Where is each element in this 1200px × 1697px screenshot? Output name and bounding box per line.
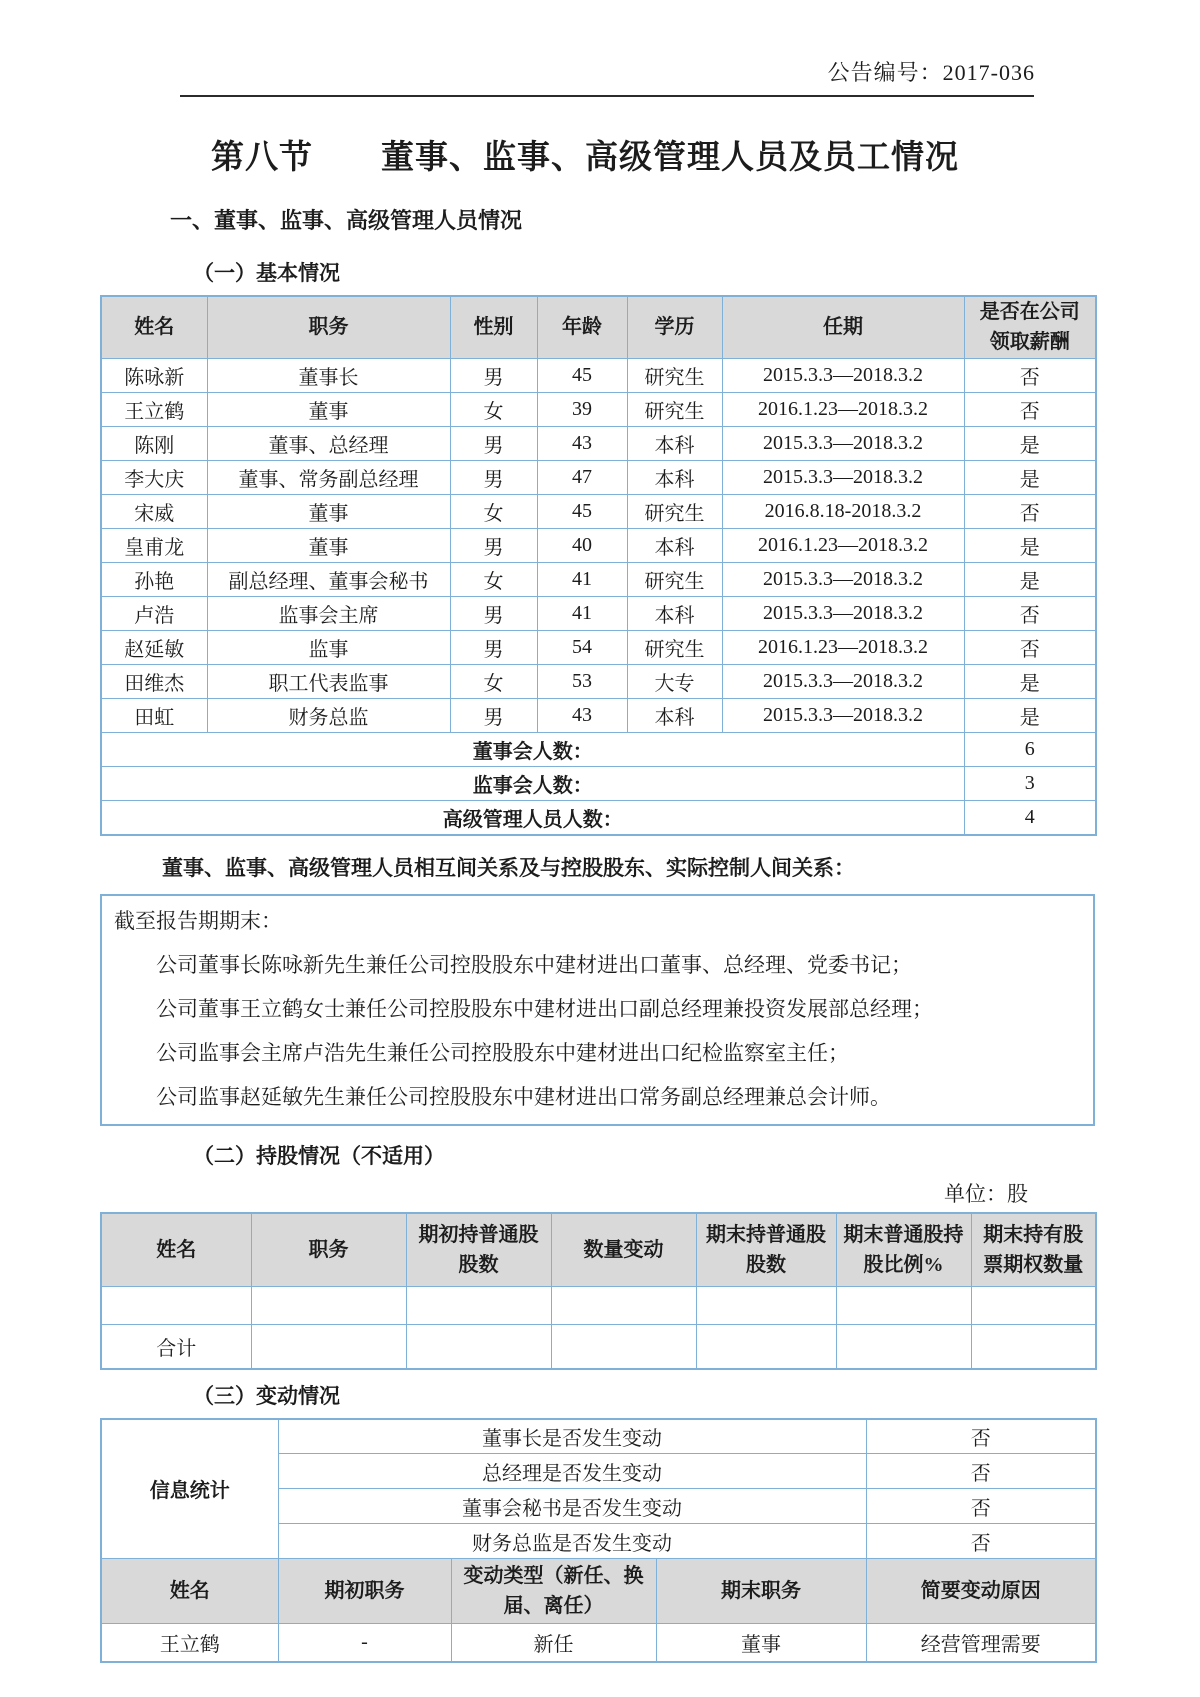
holding-heading: （二）持股情况（不适用） [193,1143,445,1168]
summary-row [101,800,1096,835]
table-row [101,426,1096,460]
table-cell: 47 [537,460,627,494]
column-header: 期初持普通股股数 [406,1213,551,1287]
empty-cell [836,1325,971,1369]
table-cell: 是 [964,664,1096,698]
basic-info-heading: （一）基本情况 [193,261,340,285]
column-header: 期末职务 [656,1559,866,1624]
empty-cell [836,1287,971,1325]
table-cell: 2016.1.23—2018.3.2 [722,630,964,664]
table-cell: 女 [450,562,537,596]
table-cell: 2015.3.3—2018.3.2 [722,358,964,392]
table-row [101,494,1096,528]
column-header: 变动类型（新任、换届、离任） [451,1559,656,1624]
table-cell: 2016.8.18-2018.3.2 [722,494,964,528]
table-cell: 2016.1.23—2018.3.2 [722,528,964,562]
table-cell: 董事长 [207,358,450,392]
table-cell: 经营管理需要 [866,1624,1096,1662]
table-cell: 监事会主席 [207,596,450,630]
table-row [101,562,1096,596]
table-cell: 45 [537,494,627,528]
total-label: 合计 [101,1325,251,1369]
table-cell: 大专 [627,664,722,698]
empty-cell [971,1325,1096,1369]
column-header: 姓名 [101,296,207,358]
stat-row [101,1419,1096,1454]
column-header: 学历 [627,296,722,358]
empty-cell [251,1287,406,1325]
table-cell: 2015.3.3—2018.3.2 [722,426,964,460]
table-cell: 男 [450,630,537,664]
table-cell: 2015.3.3—2018.3.2 [722,664,964,698]
table-cell: 男 [450,460,537,494]
table-cell: 2015.3.3—2018.3.2 [722,460,964,494]
basic-info-table [100,295,1097,836]
column-header: 是否在公司领取薪酬 [964,296,1096,358]
table-cell: 2015.3.3—2018.3.2 [722,562,964,596]
table-cell: 女 [450,494,537,528]
table-cell: 男 [450,358,537,392]
column-header: 姓名 [101,1213,251,1287]
table-cell: 41 [537,596,627,630]
stat-label: 信息统计 [101,1419,278,1559]
table-cell: 董事 [207,494,450,528]
summary-row [101,732,1096,766]
total-row [101,1325,1096,1369]
table-cell: 2016.1.23—2018.3.2 [722,392,964,426]
relation-item: 公司监事会主席卢浩先生兼任公司控股股东中建材进出口纪检监察室主任； [156,1040,849,1065]
table-row [101,664,1096,698]
column-header: 职务 [207,296,450,358]
table-cell: 53 [537,664,627,698]
table-cell: 2015.3.3—2018.3.2 [722,596,964,630]
table-cell: 否 [964,494,1096,528]
empty-cell [551,1287,696,1325]
table-cell: 财务总监 [207,698,450,732]
table-cell: 男 [450,528,537,562]
basic-table-header-row [101,296,1096,358]
table-cell: 否 [964,630,1096,664]
header-rule [180,95,1034,97]
table-cell: 董事 [656,1624,866,1662]
table-cell: 研究生 [627,494,722,528]
stat-question: 财务总监是否发生变动 [278,1524,866,1559]
empty-row [101,1287,1096,1325]
column-header: 任期 [722,296,964,358]
relations-heading: 董事、监事、高级管理人员相互间关系及与控股股东、实际控制人间关系： [162,855,855,880]
column-header: 期末普通股持股比例% [836,1213,971,1287]
table-cell: 男 [450,698,537,732]
table-cell: 否 [964,358,1096,392]
summary-value: 6 [964,732,1096,766]
table-cell: 职工代表监事 [207,664,450,698]
table-cell: 39 [537,392,627,426]
table-row [101,358,1096,392]
table-cell: 孙艳 [101,562,207,596]
stat-question: 董事会秘书是否发生变动 [278,1489,866,1524]
column-header: 姓名 [101,1559,278,1624]
table-cell: 43 [537,698,627,732]
change-table [100,1418,1097,1663]
stat-answer: 否 [866,1524,1096,1559]
table-cell: 董事、常务副总经理 [207,460,450,494]
relations-box [100,894,1095,1126]
table-cell: 卢浩 [101,596,207,630]
doc-number: 公告编号：2017-036 [827,60,1035,85]
table-cell: 否 [964,392,1096,426]
table-cell: 董事 [207,392,450,426]
table-cell: 田虹 [101,698,207,732]
table-cell: 田维杰 [101,664,207,698]
table-cell: - [278,1624,451,1662]
page-title: 第八节 董事、监事、高级管理人员及员工情况 [211,140,959,176]
table-cell: 女 [450,392,537,426]
relation-item: 公司董事王立鹤女士兼任公司控股股东中建材进出口副总经理兼投资发展部总经理； [156,996,933,1021]
empty-cell [251,1325,406,1369]
table-cell: 王立鹤 [101,392,207,426]
table-cell: 是 [964,460,1096,494]
change-table-header-row [101,1559,1096,1624]
stat-answer: 否 [866,1419,1096,1454]
table-cell: 本科 [627,426,722,460]
empty-cell [101,1287,251,1325]
table-row [101,698,1096,732]
table-cell: 否 [964,596,1096,630]
table-row [101,528,1096,562]
table-cell: 陈刚 [101,426,207,460]
empty-cell [406,1287,551,1325]
column-header: 期末持普通股股数 [696,1213,836,1287]
table-cell: 研究生 [627,392,722,426]
table-cell: 是 [964,528,1096,562]
empty-cell [551,1325,696,1369]
table-row [101,460,1096,494]
holding-table-header-row [101,1213,1096,1287]
table-cell: 是 [964,426,1096,460]
empty-cell [971,1287,1096,1325]
empty-cell [696,1325,836,1369]
relations-intro: 截至报告期期末： [114,908,282,933]
column-header: 简要变动原因 [866,1559,1096,1624]
section-heading: 一、董事、监事、高级管理人员情况 [170,208,523,233]
relation-item: 公司监事赵延敏先生兼任公司控股股东中建材进出口常务副总经理兼总会计师。 [156,1084,891,1109]
table-cell: 男 [450,596,537,630]
table-cell: 皇甫龙 [101,528,207,562]
table-cell: 是 [964,698,1096,732]
table-cell: 研究生 [627,562,722,596]
table-cell: 女 [450,664,537,698]
table-cell: 李大庆 [101,460,207,494]
column-header: 期初职务 [278,1559,451,1624]
summary-label: 高级管理人员人数： [101,800,964,835]
table-cell: 陈咏新 [101,358,207,392]
table-cell: 41 [537,562,627,596]
table-cell: 40 [537,528,627,562]
empty-cell [406,1325,551,1369]
table-row [101,596,1096,630]
table-cell: 2015.3.3—2018.3.2 [722,698,964,732]
table-cell: 赵延敏 [101,630,207,664]
column-header: 职务 [251,1213,406,1287]
unit-note: 单位：股 [944,1181,1028,1206]
table-cell: 副总经理、董事会秘书 [207,562,450,596]
table-cell: 本科 [627,528,722,562]
table-cell: 本科 [627,460,722,494]
holding-table-body [101,1287,1096,1369]
column-header: 数量变动 [551,1213,696,1287]
summary-value: 3 [964,766,1096,800]
table-row [101,392,1096,426]
relations-items [114,952,1079,1110]
table-cell: 董事 [207,528,450,562]
stat-answer: 否 [866,1489,1096,1524]
summary-value: 4 [964,800,1096,835]
stat-question: 董事长是否发生变动 [278,1419,866,1454]
table-cell: 董事、总经理 [207,426,450,460]
stat-answer: 否 [866,1454,1096,1489]
table-cell: 新任 [451,1624,656,1662]
table-cell: 本科 [627,596,722,630]
table-cell: 本科 [627,698,722,732]
column-header: 年龄 [537,296,627,358]
change-heading: （三）变动情况 [193,1383,340,1408]
table-cell: 男 [450,426,537,460]
stat-question: 总经理是否发生变动 [278,1454,866,1489]
column-header: 性别 [450,296,537,358]
empty-cell [696,1287,836,1325]
table-cell: 54 [537,630,627,664]
table-cell: 王立鹤 [101,1624,278,1662]
table-cell: 45 [537,358,627,392]
summary-label: 董事会人数： [101,732,964,766]
table-cell: 是 [964,562,1096,596]
table-cell: 宋威 [101,494,207,528]
table-cell: 监事 [207,630,450,664]
table-row [101,630,1096,664]
relation-item: 公司董事长陈咏新先生兼任公司控股股东中建材进出口董事、总经理、党委书记； [156,952,912,977]
table-cell: 研究生 [627,630,722,664]
summary-label: 监事会人数： [101,766,964,800]
table-cell: 研究生 [627,358,722,392]
summary-row [101,766,1096,800]
holding-table [100,1212,1097,1370]
column-header: 期末持有股票期权数量 [971,1213,1096,1287]
change-stats-body [101,1419,1096,1559]
table-row [101,1624,1096,1662]
change-table-body [101,1559,1096,1662]
basic-table-body [101,358,1096,835]
table-cell: 43 [537,426,627,460]
